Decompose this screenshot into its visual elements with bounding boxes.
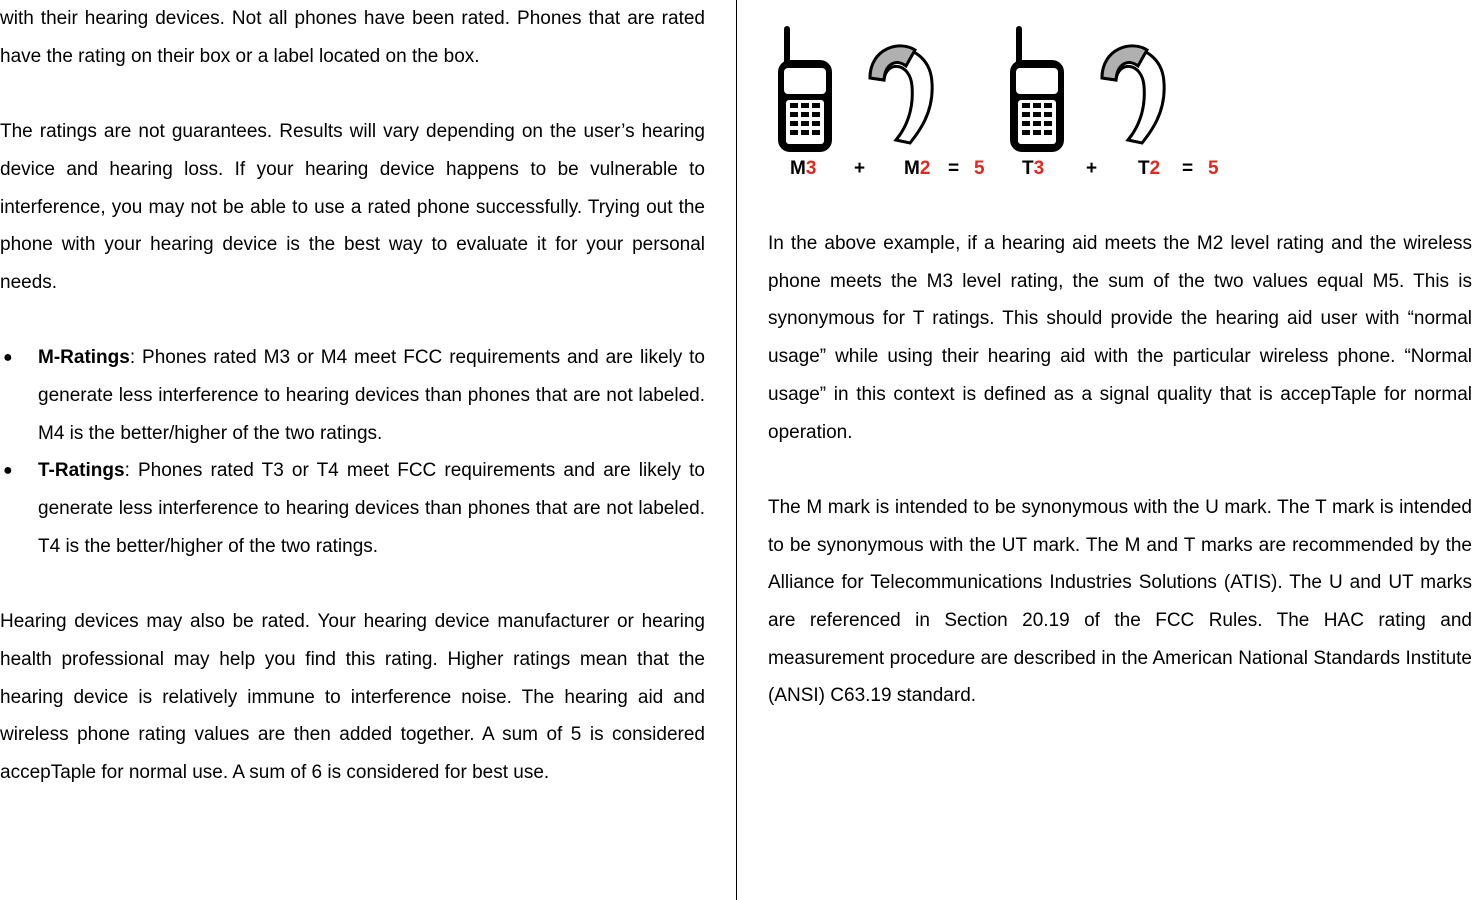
eq2-phone-rating: T3 <box>1022 158 1045 179</box>
t-ratings-text: : Phones rated T3 or T4 meet FCC requirements and are likely to generate less interference to hearing devices than phones that are not labeled. T4 is the better/higher of the two ratings. <box>38 460 705 557</box>
cell-phone-icon <box>1010 26 1064 152</box>
m-ratings-term: M-Ratings <box>38 347 130 369</box>
cell-phone-icon <box>778 26 832 152</box>
ratings-bullet-list <box>0 339 705 565</box>
hearing-aid-icon <box>1102 46 1164 143</box>
eq1-sum: 5 <box>974 158 985 179</box>
right-column <box>768 225 1472 715</box>
eq1-aid-rating: M2 <box>904 158 931 179</box>
column-divider <box>736 0 737 900</box>
bullet-icon: ● <box>3 349 13 367</box>
paragraph-rated-phones: with their hearing devices. Not all phones have been rated. Phones that are rated have the rating on their box or a label located on the box. <box>0 8 705 67</box>
left-column <box>0 0 705 792</box>
eq2-sum: 5 <box>1208 158 1219 179</box>
bullet-m-ratings <box>0 339 705 452</box>
eq2-plus: + <box>1086 158 1098 179</box>
paragraph-hearing-devices-rated: Hearing devices may also be rated. Your hearing device manufacturer or hearing health professional may help you find this rating. Higher ratings mean that the hearing device is relatively immune to interference noise. The hearing aid and wireless phone rating values are then added together. A sum of 5 is considered accepTaple for normal use. A sum of 6 is considered for best use. <box>0 611 705 784</box>
paragraph-above-example: In the above example, if a hearing aid meets the M2 level rating and the wireless phone meets the M3 level rating, the sum of the two values equal M5. This is synonymous for T ratings. This should provide the hearing aid user with “normal usage” while using their hearing aid with the particular wireless phone. “Normal usage” in this context is defined as a signal quality that is accepTaple for normal operation. <box>768 233 1472 443</box>
eq1-equals: = <box>948 158 960 179</box>
eq2-aid-rating: T2 <box>1138 158 1161 179</box>
paragraph-ratings-not-guarantees: The ratings are not guarantees. Results will vary depending on the user’s hearing device and hearing loss. If your hearing device happens to be vulnerable to interference, you may not be able to use a rated phone successfully. Trying out the phone with your hearing device is the best way to evaluate it for your personal needs. <box>0 121 705 293</box>
eq1-phone-rating: M3 <box>790 158 817 179</box>
eq1-plus: + <box>854 158 866 179</box>
m-ratings-text: : Phones rated M3 or M4 meet FCC requirements and are likely to generate less interference to hearing devices than phones that are not labeled. M4 is the better/higher of the two ratings. <box>38 347 705 444</box>
bullet-t-ratings <box>0 452 705 565</box>
paragraph-m-mark-u-mark: The M mark is intended to be synonymous with the U mark. The T mark is intended to be synonymous with the UT mark. The M and T marks are recommended by the Alliance for Telecommunications Industries Solutions (ATIS). The U and UT marks are referenced in Section 20.19 of the FCC Rules. The HAC rating and measurement procedure are described in the American National Standards Institute (ANSI) C63.19 standard. <box>768 496 1472 707</box>
hac-rating-example-figure <box>770 18 1240 188</box>
bullet-icon: ● <box>3 462 13 480</box>
t-ratings-term: T-Ratings <box>38 460 125 482</box>
eq2-equals: = <box>1182 158 1194 179</box>
hearing-aid-icon <box>870 46 932 143</box>
